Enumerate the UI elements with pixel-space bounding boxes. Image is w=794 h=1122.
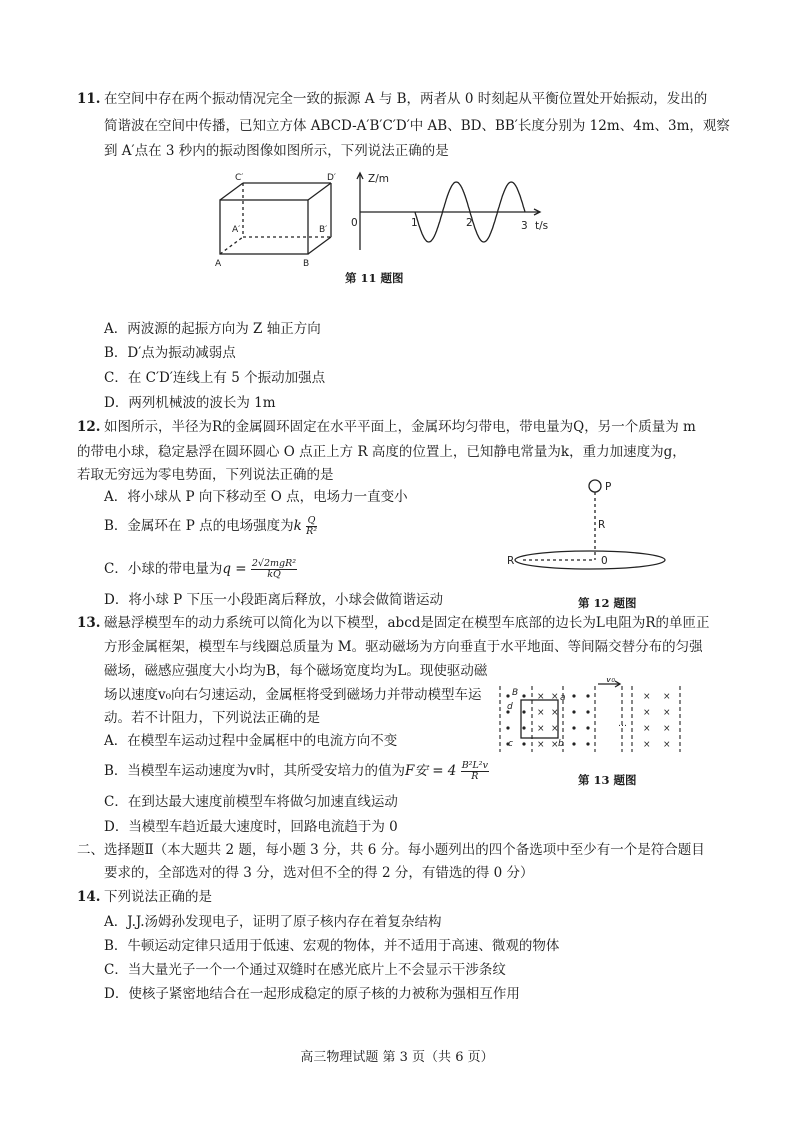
question-number: 12.: [77, 419, 101, 435]
formula-fraction: $\frac{Q}{\text{R²}}$: [306, 515, 318, 537]
origin-label: 0: [351, 217, 358, 229]
cube-label-a1: A′: [232, 225, 241, 235]
field-dot-mark: [572, 710, 575, 713]
field-dot-mark: [586, 742, 589, 745]
point-p-label: P: [605, 481, 612, 493]
question-number: 11.: [77, 91, 101, 107]
page-footer: 高三物理试题 第 3 页（共 6 页）: [300, 1050, 494, 1065]
figure-caption: 第 13 题图: [578, 773, 637, 787]
question-number: 14.: [77, 889, 101, 905]
option-a: A．J.J.汤姆孙发现电子，证明了原子核内存在着复杂结构: [104, 914, 442, 930]
field-cross-mark: ×: [643, 724, 651, 734]
vibration-graph: [345, 168, 565, 254]
question-stem-line: 如图所示，半径为R的金属圆环固定在水平平面上，金属环均匀带电，带电量为Q，另一个质量为 m: [104, 419, 696, 435]
field-cross-mark: ×: [663, 724, 671, 734]
option-d: D．使核子紧密地结合在一起形成稳定的原子核的力被称为强相互作用: [104, 986, 520, 1002]
field-b-label: B: [512, 688, 519, 698]
corner-c-label: c: [508, 739, 513, 749]
cube-label-c1: C′: [235, 173, 244, 183]
formula-f: F安 = 4: [405, 763, 457, 779]
option-text: B．金属环在 P 点的电场强度为: [104, 518, 294, 534]
field-cross-mark: ×: [663, 708, 671, 718]
option-b: B．牛顿运动定律只适用于低速、宏观的物体，并不适用于高速、微观的物体: [104, 938, 560, 954]
option-d: D．将小球 P 下压一小段距离后释放，小球会做简谐运动: [104, 592, 443, 608]
question-stem-line: 下列说法正确的是: [104, 889, 212, 905]
question-stem-line: 到 A′点在 3 秒内的振动图像如图所示，下列说法正确的是: [104, 143, 449, 159]
ellipsis-label: …: [618, 719, 627, 729]
question-stem-line: 若取无穷远为零电势面，下列说法正确的是: [77, 467, 334, 483]
magnetic-field-figure: [494, 678, 684, 760]
question-stem-line: 简谐波在空间中传播，已知立方体 ABCD-A′B′C′D′中 AB、BD、BB′长度分别为 12m、4m、3m，观察: [104, 118, 730, 134]
formula-fraction: $\frac{\text{2√2mgR²}}{kQ}$: [251, 558, 297, 580]
option-b: [104, 760, 489, 783]
corner-b-label: b: [558, 739, 564, 749]
field-dot-mark: [586, 694, 589, 697]
field-dot-mark: [586, 710, 589, 713]
field-dot-mark: [586, 726, 589, 729]
field-dot-mark: [522, 742, 525, 745]
corner-d-label: d: [507, 702, 513, 712]
field-cross-mark: ×: [643, 740, 651, 750]
option-a: A．在模型车运动过程中金属框中的电流方向不变: [104, 733, 398, 749]
field-dot-mark: [522, 710, 525, 713]
question-stem-line: 的带电小球，稳定悬浮在圆环圆心 O 点正上方 R 高度的位置上，已知静电常量为k，重力加速度为g，: [77, 444, 686, 460]
radius-r-label: R: [507, 555, 515, 567]
field-dot-mark: [572, 694, 575, 697]
field-cross-mark: ×: [643, 708, 651, 718]
option-c: [104, 558, 297, 581]
field-dot-mark: [522, 726, 525, 729]
option-c: C．在 C′D′连线上有 5 个振动加强点: [104, 370, 326, 386]
field-dot-mark: [572, 742, 575, 745]
field-cross-mark: ×: [537, 708, 545, 718]
option-c: C．在到达最大速度前模型车将做匀加速直线运动: [104, 794, 398, 810]
section-instruction-line: 要求的，全部选对的得 3 分，选对但不全的得 2 分，有错选的得 0 分）: [104, 865, 534, 881]
question-stem-line: 方形金属框架，模型车与线圈总质量为 M。驱动磁场为方向垂直于水平地面、等间隔交替分布的匀强: [104, 639, 703, 655]
velocity-label: v₀: [606, 678, 615, 685]
ring-figure: [505, 474, 675, 574]
field-dot-mark: [572, 726, 575, 729]
cube-figure: [205, 170, 355, 270]
tick-label-3: 3: [521, 220, 528, 232]
question-stem-line: 磁场，磁感应强度大小均为B，每个磁场宽度均为L。现使驱动磁: [104, 663, 488, 679]
height-r-label: R: [598, 519, 606, 531]
option-d: D．当模型车趋近最大速度时，回路电流趋于为 0: [104, 819, 398, 835]
field-cross-mark: ×: [537, 724, 545, 734]
field-dot-mark: [522, 694, 525, 697]
formula-fraction: $\frac{\text{B²L²v}}{R}$: [461, 760, 488, 782]
field-cross-mark: ×: [537, 692, 545, 702]
cube-label-b: B: [303, 259, 310, 269]
field-cross-mark: ×: [551, 692, 559, 702]
field-cross-mark: ×: [551, 740, 559, 750]
field-cross-mark: ×: [551, 708, 559, 718]
corner-a-label: a: [560, 693, 566, 703]
cube-label-a: A: [215, 259, 222, 269]
center-o-label: 0: [601, 555, 608, 567]
field-cross-mark: ×: [663, 692, 671, 702]
question-stem-line: 动。若不计阻力，下列说法正确的是: [104, 710, 320, 726]
field-cross-mark: ×: [537, 740, 545, 750]
cube-label-d1: D′: [327, 173, 336, 183]
z-axis-label: Z/m: [368, 173, 389, 185]
option-text: B．当模型车运动速度为v时，其所受安培力的值为: [104, 763, 406, 779]
field-marks: [506, 692, 670, 750]
field-cross-mark: ×: [663, 740, 671, 750]
formula-k: k: [293, 518, 302, 534]
cube-label-b1: B′: [319, 225, 328, 235]
option-b: B．D′点为振动减弱点: [104, 345, 236, 361]
field-cross-mark: ×: [643, 692, 651, 702]
field-dot-mark: [506, 694, 509, 697]
t-axis-label: t/s: [535, 220, 549, 232]
option-a: A．两波源的起振方向为 Z 轴正方向: [104, 321, 321, 337]
figure-caption: 第 12 题图: [578, 596, 637, 610]
option-text: C．小球的带电量为: [104, 561, 223, 577]
field-dot-mark: [506, 726, 509, 729]
question-stem-line: 场以速度v₀向右匀速运动，金属框将受到磁场力并带动模型车运: [104, 687, 482, 703]
option-a: A．将小球从 P 向下移动至 O 点，电场力一直变小: [104, 489, 408, 505]
question-number: 13.: [77, 615, 101, 631]
option-b: [104, 515, 317, 538]
figure-caption: 第 11 题图: [345, 271, 404, 285]
section-instruction-line: 二、选择题Ⅱ（本大题共 2 题，每小题 3 分，共 6 分。每小题列出的四个备选项中至少有一个是符合题目: [77, 842, 705, 858]
question-stem-line: 在空间中存在两个振动情况完全一致的振源 A 与 B，两者从 0 时刻起从平衡位置处开始振动，发出的: [104, 91, 708, 107]
option-c: C．当大量光子一个一个通过双缝时在感光底片上不会显示干涉条纹: [104, 962, 506, 978]
field-cross-mark: ×: [551, 724, 559, 734]
option-d: D．两列机械波的波长为 1m: [104, 395, 276, 411]
question-stem-line: 磁悬浮模型车的动力系统可以简化为以下模型，abcd是固定在模型车底部的边长为L电阻为R的单匝正: [104, 615, 710, 631]
tick-label-1: 1: [411, 217, 418, 229]
tick-label-2: 2: [466, 217, 473, 229]
formula-q: q =: [222, 561, 247, 577]
